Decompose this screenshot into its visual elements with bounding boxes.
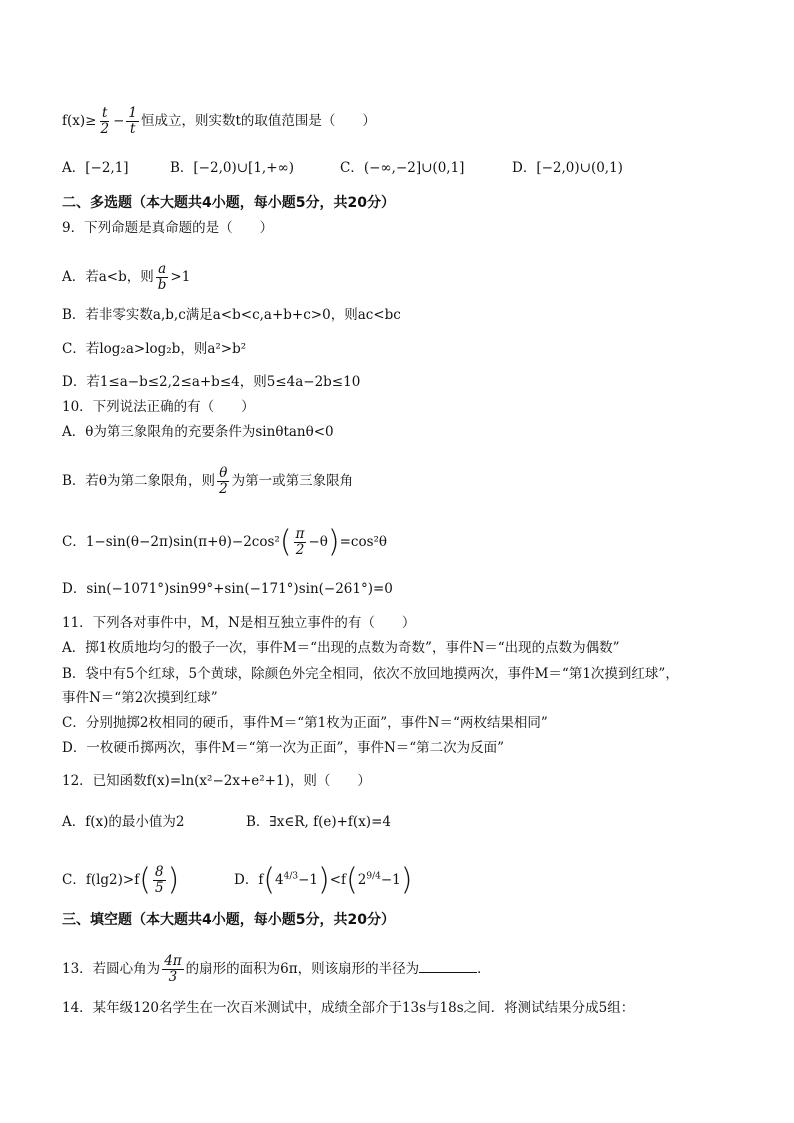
q11-option-b-line1: B．袋中有5个红球，5个黄球，除颜色外完全相同，依次不放回地摸两次，事件M＝“第1次摸到红球”， [62,666,679,682]
q9-option-b: B．若非零实数a,b,c满足a<b<c,a+b+c>0，则ac<bc [62,307,401,323]
q8-option-a: A．[−2,1] [62,160,129,176]
q9-option-a: A．若a<b，则 $\frac{a}{b}$ >1 [62,261,191,293]
q14-text: 14．某年级120名学生在一次百米测试中，成绩全部介于13s与18s之间．将测试结果分成5组： [62,1000,635,1016]
q11-option-c: C．分别抛掷2枚相同的硬币，事件M＝“第1枚为正面”，事件N＝“两枚结果相同” [62,715,548,731]
q11-option-b-line2: 事件N＝“第2次摸到红球” [62,690,218,706]
q11-option-a: A．掷1枚质地均匀的骰子一次，事件M＝“出现的点数为奇数”，事件N＝“出现的点数为偶数” [62,640,620,656]
q10-stem: 10．下列说法正确的有（ ） [62,399,255,415]
q13-answer-blank[interactable] [419,958,477,973]
q12-option-d: D．$f(4^{4/3}-1)<f(2^{9/4}-1)$ [234,862,413,898]
q12-option-a: A．f(x)的最小值为2 [62,814,185,830]
q9-option-c: C．若log₂a>log₂b，则a²>b² [62,341,247,357]
q8-lhs: f(x)≥ [62,113,97,129]
q12-stem: 12．已知函数f(x)=ln(x²−2x+e²+1)，则（ ） [62,773,371,789]
q8-frac2: $\frac{1}{t}$ [128,105,137,137]
q10-option-b: B．若θ为第二象限角，则 $\frac{\theta}{2}$ 为第一或第三象限角 [62,465,354,497]
section-fill-blank-title: 三、填空题（本大题共4小题，每小题5分，共20分） [62,912,395,928]
q9-option-d: D．若1≤a−b≤2,2≤a+b≤4，则5≤4a−2b≤10 [62,374,361,390]
q9-stem: 9．下列命题是真命题的是（ ） [62,220,274,236]
q13: 13．若圆心角为 $\frac{4\pi}{3}$ 的扇形的面积为6π，则该扇形的半径为 ． [62,953,491,985]
q12-options-cd [62,862,413,898]
q10-option-c: C．1−sin(θ−2π)sin(π+θ)−2cos²( $\frac{\pi}{2}$ −θ)=cos²θ [62,524,388,560]
q8-option-b: B．[−2,0)∪[1,+∞) [170,160,295,176]
q11-option-d: D．一枚硬币掷两次，事件M＝“第一次为正面”，事件N＝“第二次为反面” [62,740,505,756]
q8-rest: 恒成立，则实数t的取值范围是（ ） [140,113,376,129]
q10-option-a: A．θ为第三象限角的充要条件为sinθtanθ<0 [62,424,334,440]
q8-option-d: D．[−2,0)∪(0,1) [512,160,623,176]
q12-options-ab [62,812,391,832]
q8-options [62,158,623,178]
q10-option-d: D．sin(−1071°)sin99°+sin(−171°)sin(−261°)=0 [62,581,393,597]
q12-option-b: B．∃x∈R, f(e)+f(x)=4 [246,814,391,830]
q8-option-c: C．(−∞,−2]∪(0,1] [340,160,465,176]
q8-frac1: $\frac{t}{2}$ [100,105,110,137]
section-multi-choice-title: 二、多选题（本大题共4小题，每小题5分，共20分） [62,195,395,211]
q8-condition: f(x)≥ $\frac{t}{2}$ − $\frac{1}{t}$ 恒成立，则实数t的取值范围是（ ） [62,105,376,137]
q12-option-c: C．f(lg2)>f( $\frac{8}{5}$ ) [62,862,180,898]
q11-stem: 11．下列各对事件中，M，N是相互独立事件的有（ ） [62,615,416,631]
